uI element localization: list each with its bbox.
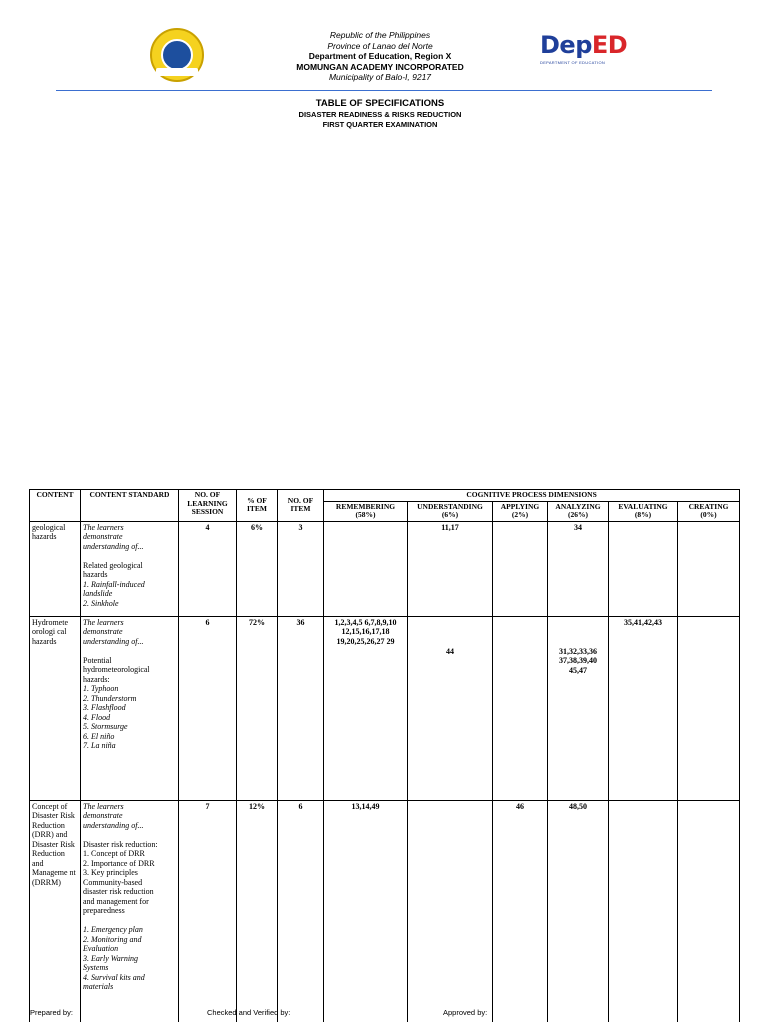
std-list-item: materials xyxy=(83,982,114,991)
specifications-table xyxy=(29,489,740,1022)
cell-understanding: 44 xyxy=(408,616,493,800)
cell-applying xyxy=(493,521,548,616)
std-list-item: Systems xyxy=(83,963,109,972)
cell-sessions: 4 xyxy=(179,521,237,616)
std-intro-line: The learners xyxy=(83,522,124,532)
cell-analyzing: 34 xyxy=(548,521,609,616)
cell-percent: 12% xyxy=(237,800,278,1022)
std-list-item: landslide xyxy=(83,589,113,598)
std-list-item: 3. Early Warning xyxy=(83,953,139,963)
std-list-item: 3. Flashflood xyxy=(83,703,126,712)
std-intro-line: understanding of... xyxy=(83,820,144,830)
col-header-creating: CREATING (0%) xyxy=(678,501,740,521)
doc-subtitle-exam: FIRST QUARTER EXAMINATION xyxy=(322,120,438,129)
std-intro-line: understanding of... xyxy=(83,636,144,646)
cell-items: 6 xyxy=(278,800,324,1022)
std-topic-line: Related geological xyxy=(83,560,143,570)
col-header-cognitive: COGNITIVE PROCESS DIMENSIONS xyxy=(324,490,740,502)
col-header-analyzing: ANALYZING (26%) xyxy=(548,501,609,521)
col-header-no-item: NO. OF ITEM xyxy=(278,490,324,522)
header-divider xyxy=(56,90,712,91)
cell-evaluating xyxy=(609,521,678,616)
cell-understanding xyxy=(408,800,493,1022)
approved-by-label: Approved by: xyxy=(443,1008,488,1017)
checked-by-label: Checked and Verified by: xyxy=(207,1008,291,1017)
cell-understanding: 11,17 xyxy=(408,521,493,616)
col-header-applying: APPLYING (2%) xyxy=(493,501,548,521)
cell-content: Concept of Disaster Risk Reduction (DRR) and Disaster Risk Reduction and Manageme nt (DRRM) xyxy=(30,800,81,1022)
col-header-percent-item: % OF ITEM xyxy=(237,490,278,522)
std-list-item: 4. Flood xyxy=(83,712,111,722)
cell-creating xyxy=(678,800,740,1022)
std-topic-line: hazards xyxy=(83,570,108,579)
seal-emblem xyxy=(161,39,193,71)
std-topic-line: hazards: xyxy=(83,674,110,684)
std-list-item: Evaluation xyxy=(83,944,119,953)
header-department: Department of Education, Region X xyxy=(308,51,452,61)
cell-percent: 72% xyxy=(237,616,278,800)
col-header-remembering: REMEMBERING (58%) xyxy=(324,501,408,521)
std-topic-line: Potential xyxy=(83,655,112,665)
std-topic-line: 3. Key principles xyxy=(83,868,138,877)
col-header-understanding: UNDERSTANDING (6%) xyxy=(408,501,493,521)
cell-creating xyxy=(678,521,740,616)
header-republic: Republic of the Philippines xyxy=(329,30,431,40)
col-header-sessions: NO. OF LEARNING SESSION xyxy=(179,490,237,522)
std-list-item: 4. Survival kits and xyxy=(83,972,145,982)
cell-items: 36 xyxy=(278,616,324,800)
std-topic-line: 2. Importance of DRR xyxy=(83,858,155,868)
cell-evaluating: 35,41,42,43 xyxy=(609,616,678,800)
cell-remembering xyxy=(324,521,408,616)
table-row xyxy=(30,800,740,1022)
std-list-item: 2. Monitoring and xyxy=(83,934,142,944)
cell-content-standard xyxy=(81,521,179,616)
std-intro-line: demonstrate xyxy=(83,811,123,820)
std-list-item: 6. El niño xyxy=(83,731,115,741)
std-topic-line: preparedness xyxy=(83,906,125,915)
letterhead xyxy=(0,0,768,140)
std-intro-line: The learners xyxy=(83,617,124,627)
cell-sessions: 7 xyxy=(179,800,237,1022)
header-municipality: Municipality of Balo-I, 9217 xyxy=(328,72,432,82)
col-header-content: CONTENT xyxy=(30,490,81,522)
std-topic-line: Community-based xyxy=(83,877,143,887)
std-list-item: 2. Thunderstorm xyxy=(83,693,137,703)
doc-title: TABLE OF SPECIFICATIONS xyxy=(315,98,445,109)
std-list-item: 5. Stormsurge xyxy=(83,722,128,731)
cell-content: geological hazards xyxy=(30,521,81,616)
col-header-evaluating: EVALUATING (8%) xyxy=(609,501,678,521)
cell-content-standard xyxy=(81,616,179,800)
std-topic-line: hydrometeorological xyxy=(83,665,150,674)
std-intro-line: demonstrate xyxy=(83,532,123,541)
document-titles xyxy=(230,98,530,130)
prepared-by-label: Prepared by: xyxy=(30,1008,73,1017)
cell-sessions: 6 xyxy=(179,616,237,800)
doc-subtitle-subject: DISASTER READINESS & RISKS REDUCTION xyxy=(298,110,462,119)
std-list-item: 1. Typhoon xyxy=(83,684,119,693)
cell-remembering: 13,14,49 xyxy=(324,800,408,1022)
cell-creating xyxy=(678,616,740,800)
cell-content-standard xyxy=(81,800,179,1022)
cell-analyzing: 48,50 xyxy=(548,800,609,1022)
table-row xyxy=(30,616,740,800)
std-list-item: 7. La niña xyxy=(83,741,116,750)
std-topic-line: disaster risk reduction xyxy=(83,887,154,896)
header-province: Province of Lanao del Norte xyxy=(327,40,433,51)
header-school-name: MOMUNGAN ACADEMY INCORPORATED xyxy=(296,61,464,72)
cell-percent: 6% xyxy=(237,521,278,616)
cell-items: 3 xyxy=(278,521,324,616)
std-topic-line: Disaster risk reduction: xyxy=(83,839,158,849)
cell-remembering: 1,2,3,4,5 6,7,8,9,10 12,15,16,17,18 19,20,25,26,27 29 xyxy=(324,616,408,800)
school-seal-logo xyxy=(150,28,204,82)
cell-applying: 46 xyxy=(493,800,548,1022)
std-list-item: 1. Emergency plan xyxy=(83,925,143,934)
letterhead-text xyxy=(230,30,530,83)
std-list-item: 2. Sinkhole xyxy=(83,598,119,608)
cell-analyzing: 31,32,33,36 37,38,39,40 45,47 xyxy=(548,616,609,800)
deped-logo: DepED DEPARTMENT OF EDUCATION xyxy=(540,31,628,65)
col-header-content-standard: CONTENT STANDARD xyxy=(81,490,179,522)
std-intro-line: demonstrate xyxy=(83,627,123,636)
std-intro-line: The learners xyxy=(83,801,124,811)
std-intro-line: understanding of... xyxy=(83,541,144,551)
table-row xyxy=(30,521,740,616)
std-topic-line: and management for xyxy=(83,896,149,906)
cell-evaluating xyxy=(609,800,678,1022)
std-list-item: 1. Rainfall-induced xyxy=(83,579,145,589)
cell-applying xyxy=(493,616,548,800)
seal-ribbon xyxy=(156,68,198,76)
cell-content: Hydromete orologi cal hazards xyxy=(30,616,81,800)
std-topic-line: 1. Concept of DRR xyxy=(83,849,145,858)
